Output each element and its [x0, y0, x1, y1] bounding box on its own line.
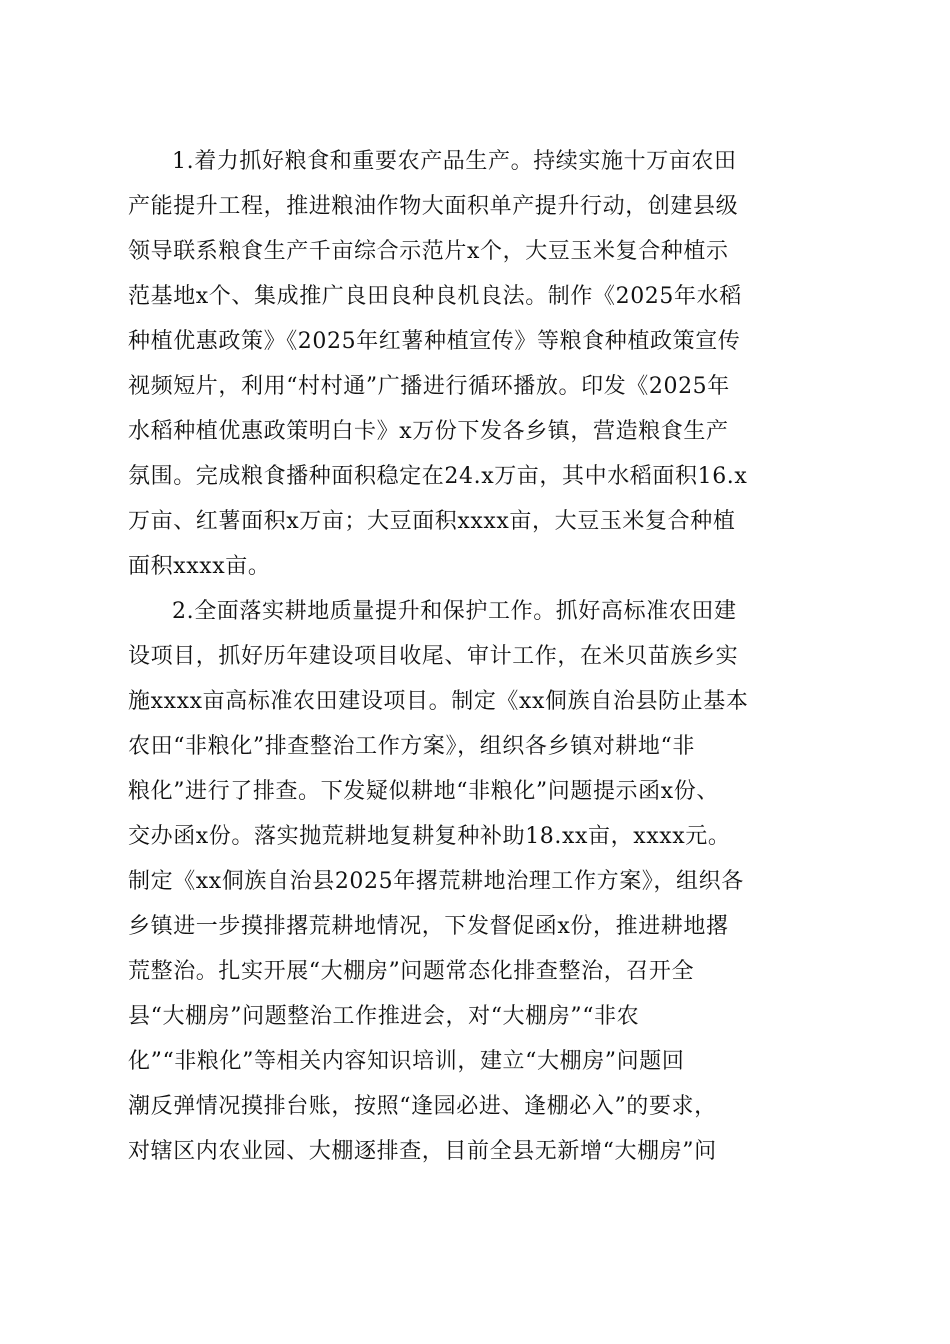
paragraph-line: 2.全面落实耕地质量提升和保护工作。抓好高标准农田建: [172, 599, 737, 624]
paragraph-line: 范基地x个、集成推广良田良种良机良法。制作《2025年水稻: [128, 284, 742, 309]
paragraph-line: 施xxxx亩高标准农田建设项目。制定《xx侗族自治县防止基本: [128, 689, 749, 714]
paragraph-line: 化”“非粮化”等相关内容知识培训，建立“大棚房”问题回: [128, 1049, 685, 1074]
paragraph-line: 氛围。完成粮食播种面积稳定在24.x万亩，其中水稻面积16.x: [128, 464, 748, 489]
paragraph-line: 万亩、红薯面积x万亩；大豆面积xxxx亩，大豆玉米复合种植: [128, 509, 736, 534]
paragraph-line: 视频短片，利用“村村通”广播进行循环播放。印发《2025年: [128, 374, 730, 399]
paragraph-line: 制定《xx侗族自治县2025年撂荒耕地治理工作方案》，组织各: [128, 869, 744, 894]
paragraph-line: 设项目，抓好历年建设项目收尾、审计工作，在米贝苗族乡实: [128, 644, 739, 669]
paragraph-line: 县“大棚房”问题整治工作推进会，对“大棚房”“非农: [128, 1004, 640, 1029]
paragraph-line: 对辖区内农业园、大棚逐排查，目前全县无新增“大棚房”问: [128, 1139, 717, 1164]
paragraph-line: 产能提升工程，推进粮油作物大面积单产提升行动，创建县级: [128, 194, 739, 219]
paragraph-line: 农田“非粮化”排查整治工作方案》，组织各乡镇对耕地“非: [128, 734, 695, 759]
paragraph-line: 种植优惠政策》《2025年红薯种植宣传》等粮食种植政策宣传: [128, 329, 741, 354]
paragraph-line: 交办函x份。落实抛荒耕地复耕复种补助18.xx亩，xxxx元。: [128, 824, 731, 849]
paragraph-line: 乡镇进一步摸排撂荒耕地情况，下发督促函x份，推进耕地撂: [128, 914, 729, 939]
paragraph-line: 荒整治。扎实开展“大棚房”问题常态化排查整治，召开全: [128, 959, 695, 984]
paragraph-line: 1.着力抓好粮食和重要农产品生产。持续实施十万亩农田: [172, 149, 737, 174]
paragraph-line: 水稻种植优惠政策明白卡》x万份下发各乡镇，营造粮食生产: [128, 419, 729, 444]
paragraph-line: 粮化”进行了排查。下发疑似耕地“非粮化”问题提示函x份、: [128, 779, 719, 804]
paragraph-line: 面积xxxx亩。: [128, 554, 271, 579]
paragraph-line: 领导联系粮食生产千亩综合示范片x个，大豆玉米复合种植示: [128, 239, 729, 264]
paragraph-line: 潮反弹情况摸排台账，按照“逢园必进、逢棚必入”的要求，: [128, 1094, 717, 1119]
